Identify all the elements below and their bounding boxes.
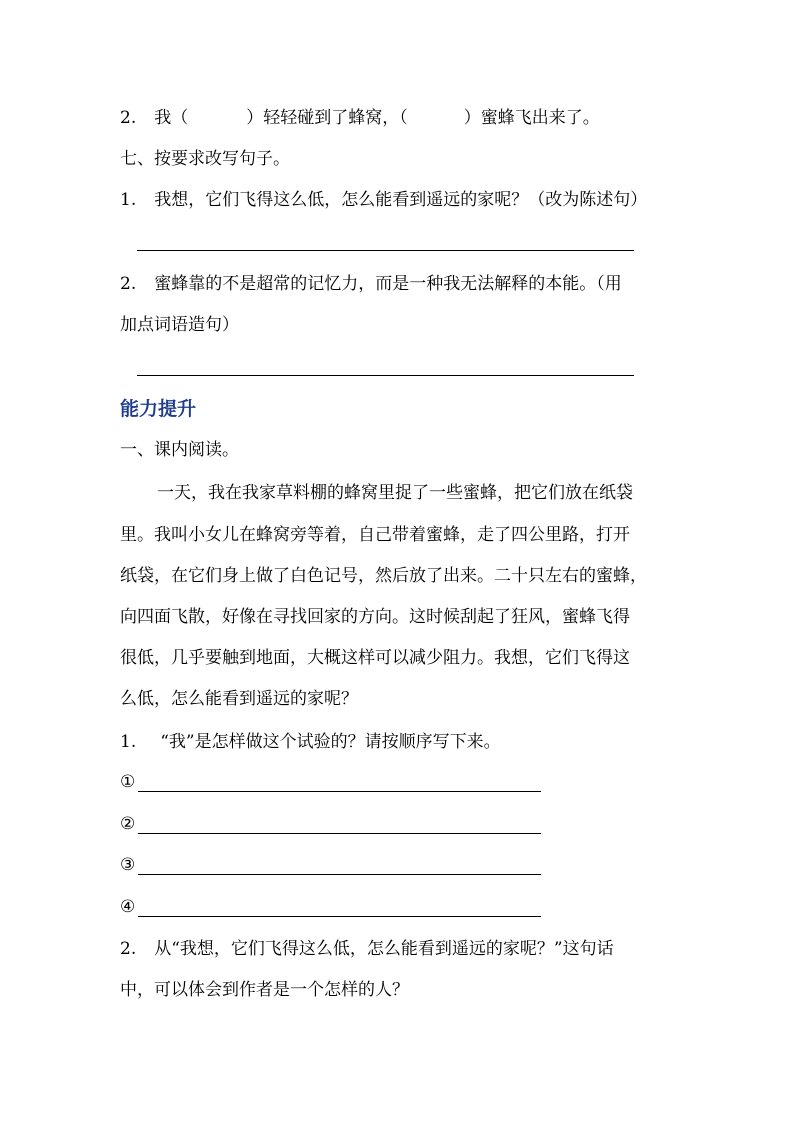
answer-line[interactable] — [137, 250, 634, 251]
answer-line[interactable] — [138, 791, 541, 792]
question-text: 蜜蜂靠的不是超常的记忆力，而是一种我无法解释的本能。（用 — [154, 274, 622, 294]
text-segment: 我（ — [154, 108, 189, 128]
passage-line: 纸袋，在它们身上做了白色记号，然后放了出来。二十只左右的蜜蜂， — [120, 566, 647, 586]
section-heading-ability: 能力提升 — [120, 398, 197, 420]
step-marker-2: ② — [120, 814, 136, 834]
question-text-continued: 加点词语造句） — [120, 315, 239, 335]
text-segment: ）蜜蜂飞出来了。 — [463, 108, 600, 128]
passage-line: 里。我叫小女儿在蜂窝旁等着，自己带着蜜蜂，走了四公里路，打开 — [120, 525, 630, 545]
q-number: 2. — [120, 108, 137, 128]
question-text: 我想，它们飞得这么低，怎么能看到遥远的家呢？（改为陈述句） — [154, 190, 648, 210]
step-marker-4: ④ — [120, 897, 136, 917]
answer-line[interactable] — [138, 833, 541, 834]
rewrite-question-1 — [120, 192, 647, 209]
fill-blank-question-2 — [120, 110, 600, 127]
q-number: 1. — [120, 732, 137, 752]
step-marker-1: ① — [120, 772, 136, 792]
question-text-continued: 中，可以体会到作者是一个怎样的人？ — [120, 980, 409, 1000]
text-segment: ）轻轻碰到了蜂窝，（ — [246, 108, 408, 128]
q-number: 2. — [120, 939, 137, 959]
question-text: “我”是怎样做这个试验的？请按顺序写下来。 — [160, 732, 501, 752]
passage-line: 么低，怎么能看到遥远的家呢？ — [120, 689, 358, 709]
section-7-title: 七、按要求改写句子。 — [120, 149, 290, 169]
reading-question-2 — [120, 941, 614, 958]
answer-line[interactable] — [138, 916, 541, 917]
passage-line: 很低，几乎要触到地面，大概这样可以减少阻力。我想，它们飞得这 — [120, 648, 630, 668]
reading-question-1 — [120, 734, 501, 751]
rewrite-question-2 — [120, 276, 622, 293]
q-number: 1. — [120, 190, 137, 210]
passage-line: 向四面飞散，好像在寻找回家的方向。这时候刮起了狂风，蜜蜂飞得 — [120, 607, 630, 627]
answer-line[interactable] — [138, 874, 541, 875]
step-marker-3: ③ — [120, 855, 136, 875]
passage-line: 一天，我在我家草料棚的蜂窝里捉了一些蜜蜂，把它们放在纸袋 — [157, 483, 633, 503]
question-text: 从“我想，它们飞得这么低，怎么能看到遥远的家呢？”这句话 — [154, 939, 614, 959]
answer-line[interactable] — [137, 375, 634, 376]
q-number: 2. — [120, 274, 137, 294]
reading-section-title: 一、课内阅读。 — [120, 440, 239, 460]
